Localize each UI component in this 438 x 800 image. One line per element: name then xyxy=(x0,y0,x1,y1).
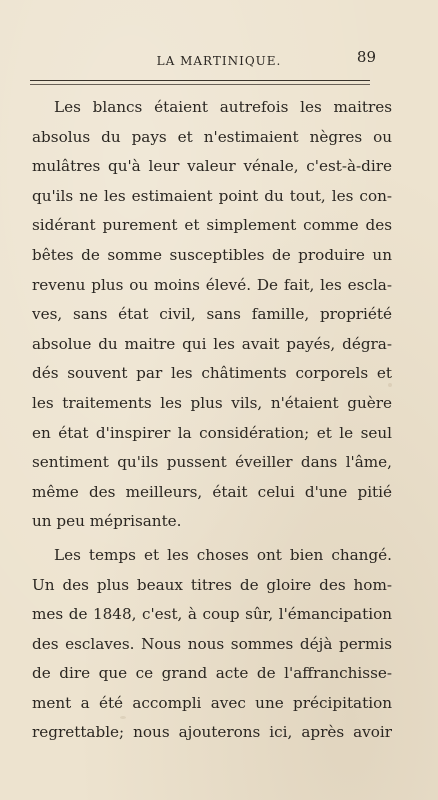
paragraph-1 xyxy=(32,93,392,537)
text-line: des esclaves. Nous nous sommes déjà permis xyxy=(32,634,392,653)
text-line: regrettable; nous ajouterons ici, après avoir xyxy=(32,723,392,742)
text-line: absolue du maitre qui les avait payés, dégra- xyxy=(32,334,392,353)
text-line: sentiment qu'ils pussent éveiller dans l'âme, xyxy=(32,453,392,472)
text-line: en état d'inspirer la considération; et le seul xyxy=(32,423,392,442)
text-line: Les temps et les choses ont bien changé. xyxy=(54,545,392,564)
text-line: qu'ils ne les estimaient point du tout, les con- xyxy=(32,186,392,205)
paragraph-2 xyxy=(32,541,392,748)
text-line: de dire que ce grand acte de l'affranchisse- xyxy=(32,664,392,683)
text-line: un peu méprisante. xyxy=(32,512,182,531)
text-line: ves, sans état civil, sans famille, propriété xyxy=(32,305,392,324)
text-line: absolus du pays et n'estimaient nègres ou xyxy=(32,127,392,146)
page-number: 89 xyxy=(356,48,376,66)
header-rule-thin xyxy=(30,84,370,85)
text-line: Un des plus beaux titres de gloire des hom- xyxy=(32,575,392,594)
text-line: même des meilleurs, était celui d'une pitié xyxy=(32,482,392,501)
text-line: Les blancs étaient autrefois les maitres xyxy=(54,98,392,116)
text-line: ment a été accompli avec une précipitation xyxy=(32,693,392,712)
header-rule xyxy=(30,80,370,81)
text-line: mulâtres qu'à leur valeur vénale, c'est-à-dire xyxy=(32,157,392,176)
text-line: bêtes de somme susceptibles de produire un xyxy=(32,245,392,264)
text-line: les traitements les plus vils, n'étaient guère xyxy=(32,393,392,412)
body-text xyxy=(32,93,392,748)
text-line: revenu plus ou moins élevé. De fait, les escla- xyxy=(32,275,392,294)
text-line: sidérant purement et simplement comme des xyxy=(32,216,392,235)
text-line: mes de 1848, c'est, à coup sûr, l'émancipation xyxy=(32,605,392,624)
text-line: dés souvent par les châtiments corporels et xyxy=(32,364,392,383)
running-header-title: LA MARTINIQUE. xyxy=(156,54,282,68)
